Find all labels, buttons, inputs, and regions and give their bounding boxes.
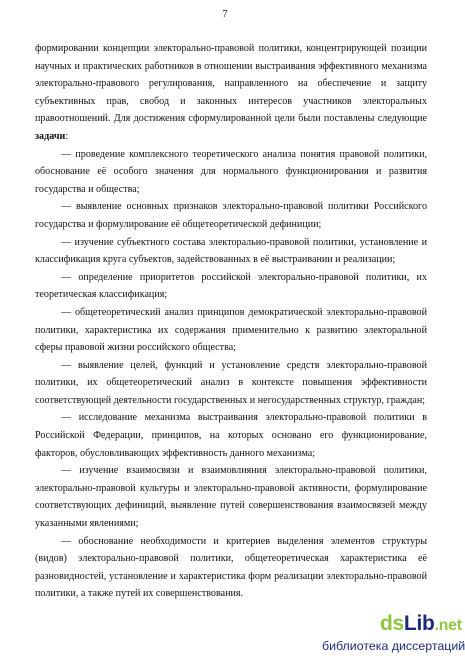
task-item-6: — выявление целей, функций и установление средств электорально-правовой политики, их общетеоретический анализ в контексте повышения эффективности соответствующей деятельности государственных и негосударственных структур, граждан; [35, 359, 427, 406]
dslib-logo: dsLib.net [380, 612, 462, 635]
document-body [35, 40, 427, 603]
task-item-9: — обоснование необходимости и критериев выделения элементов структуры (видов) электорально-правовой политики, общетеоретическая характеристика её разновидностей, установление и характеристика форм реализации электорально-правовой политики, а также путей их совершенствования. [35, 535, 427, 600]
dslib-watermark [296, 612, 465, 662]
tasks-colon: : [65, 130, 69, 142]
tasks-heading: задачи [35, 130, 66, 142]
task-item-2: — выявление основных признаков электорально-правовой политики Российского государства и формулирование её общетеоретической дефиниции; [35, 201, 427, 230]
task-item-4: — определение приоритетов российской электорально-правовой политики, их теоретическая классификация; [35, 271, 427, 301]
task-item-3: — изучение субъектного состава электорально-правовой политики, установление и классификация круга субъектов, задействованных в её выстраивании и реализации; [35, 236, 427, 266]
task-item-5: — общетеоретический анализ принципов демократической электорально-правовой политики, характеристика их содержания применительно к развитию электоральной сферы правовой жизни российского общества; [35, 306, 427, 354]
intro-text: формировании концепции электорально-правовой политики, концентрирующей позиции научных и практических работников в отношении выстраивания эффективного механизма электорально-правового регулирования, направленного на обеспечение и защиту субъективных прав, свобод и законных интересов участников электоральных правоотношений. Для достижения сформулированной цели были поставлены следующие [35, 43, 427, 125]
task-item-7: — исследование механизма выстраивания электорально-правовой политики в Российской Федерации, принципов, на которых основано его функционирование, факторов, обусловливающих эффективность данного механизма; [35, 412, 427, 459]
intro-paragraph [35, 40, 427, 146]
task-item-8: — изучение взаимосвязи и взаимовлияния электорально-правовой политики, электорально-правовой культуры и электорально-правовой активности, формулирование соответствующих дефиниций, выявление путей совершенствования взаимосвязей между указанными явлениями; [35, 465, 427, 530]
dslib-subtitle: библиотека диссертаций [322, 639, 465, 653]
page-number: 7 [222, 9, 228, 20]
task-item-1: — проведение комплексного теоретического анализа понятия правовой политики, обоснование её особого значения для нормального функционирования и развития государства и общества; [35, 148, 427, 195]
